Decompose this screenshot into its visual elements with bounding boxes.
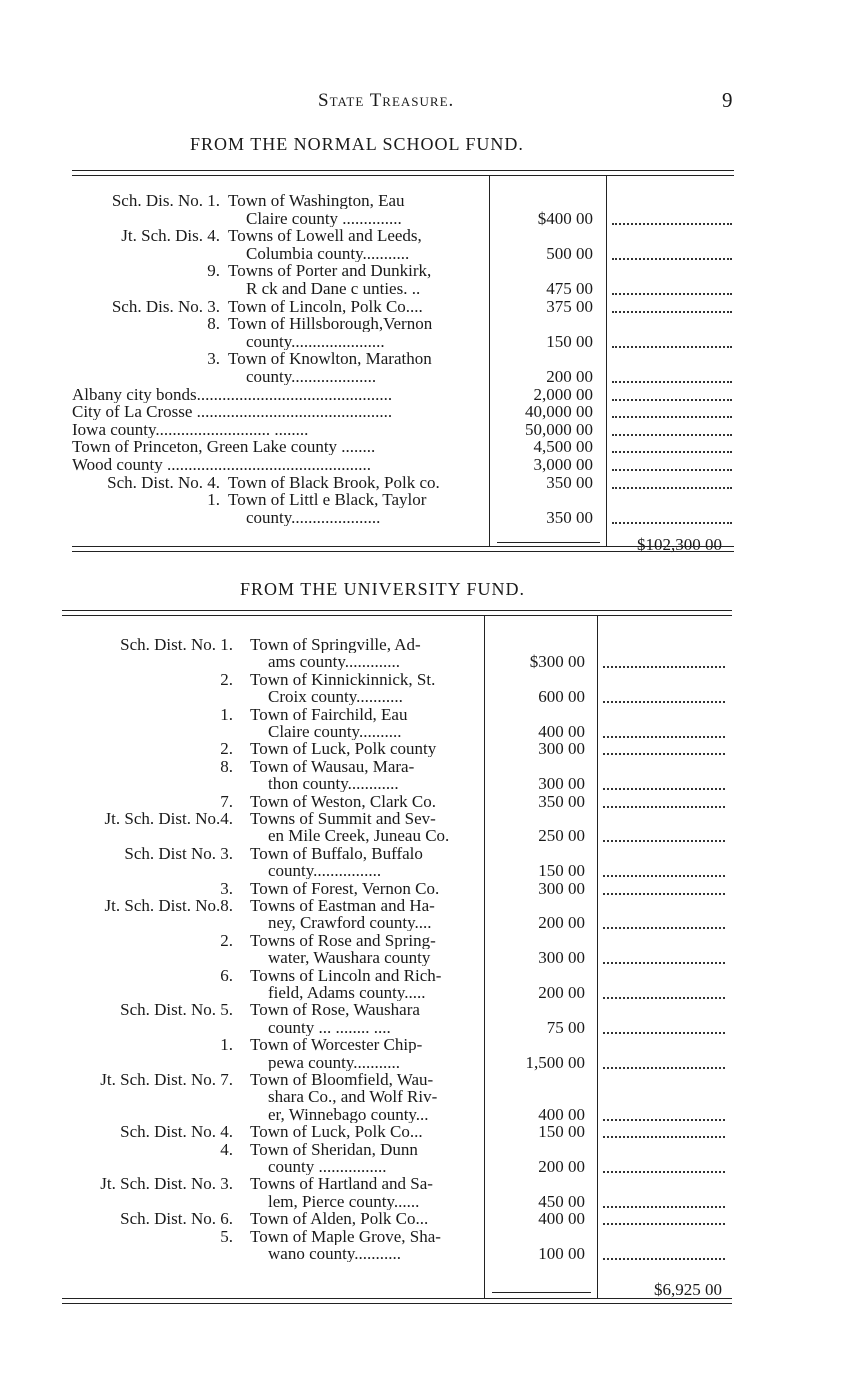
entry-text: en Mile Creek, Juneau Co. xyxy=(268,827,450,845)
entry-text: Wood county ................................................ xyxy=(72,456,371,473)
entry-text: Town of Hillsborough,Vernon xyxy=(228,315,433,333)
entry-text: Town of Princeton, Green Lake county ........ xyxy=(72,438,376,456)
amount: 300 00 xyxy=(538,739,585,759)
amount: 350 00 xyxy=(538,791,585,811)
district-label: 8. xyxy=(207,314,220,334)
bottom-rule xyxy=(72,551,734,552)
district-label: 4. xyxy=(220,1139,233,1159)
amount: 200 00 xyxy=(538,983,585,1002)
entry-text: Town of Kinnickinnick, St. xyxy=(250,670,436,688)
top-rule xyxy=(72,175,734,176)
entry-text: county ................ xyxy=(268,1158,387,1175)
leader-dots xyxy=(603,962,725,964)
district-label: 8. xyxy=(220,756,233,776)
amount: 350 00 xyxy=(546,472,593,492)
entry-text: Town of Luck, Polk county xyxy=(250,740,437,758)
leader-dots xyxy=(603,875,725,877)
entry-text: Iowa county........................... ........ xyxy=(72,420,309,438)
leader-dots xyxy=(612,293,732,295)
entry-text: Town of Springville, Ad- xyxy=(250,636,421,653)
subtotal-rule xyxy=(497,542,600,543)
leader-dots xyxy=(603,788,725,790)
amount: 600 00 xyxy=(538,687,585,707)
district-label: Sch. Dis. No. 3. xyxy=(111,296,220,316)
amount: 350 00 xyxy=(546,507,593,527)
leader-dots xyxy=(603,806,725,808)
leader-dots xyxy=(612,399,732,401)
column-divider xyxy=(597,615,598,1298)
leader-dots xyxy=(603,1171,725,1173)
amount: 50,000 00 xyxy=(525,419,593,439)
top-rule xyxy=(62,615,732,616)
top-rule xyxy=(62,610,732,611)
district-label: Jt. Sch. Dist. No.8. xyxy=(104,896,233,915)
entry-text: county.................... xyxy=(246,368,377,385)
amount: 450 00 xyxy=(538,1191,585,1211)
district-label: Sch. Dist. No. 1. xyxy=(120,635,233,654)
leader-dots xyxy=(612,451,732,453)
leader-dots xyxy=(612,258,732,260)
leader-dots xyxy=(603,927,725,929)
district-label: Jt. Sch. Dist. No. 3. xyxy=(100,1174,233,1194)
leader-dots xyxy=(603,1032,725,1034)
leader-dots xyxy=(603,1258,725,1260)
entry-text: Towns of Porter and Dunkirk, xyxy=(228,262,432,280)
amount: 475 00 xyxy=(546,279,593,298)
entry-text: Albany city bonds.............................................. xyxy=(72,385,393,403)
entry-text: Town of Bloomfield, Wau- xyxy=(250,1071,434,1088)
entry-text: Town of Sheridan, Dunn xyxy=(250,1140,418,1158)
entry-text: Towns of Hartland and Sa- xyxy=(250,1175,433,1193)
district-label: 2. xyxy=(220,930,233,950)
district-label: Sch. Dis. No. 1. xyxy=(111,191,220,210)
leader-dots xyxy=(612,311,732,313)
entry-text: R ck and Dane c unties. .. xyxy=(246,280,421,297)
amount: 200 00 xyxy=(546,367,593,386)
amount: 300 00 xyxy=(538,948,585,968)
leader-dots xyxy=(612,381,732,383)
entry-text: Town of Forest, Vernon Co. xyxy=(250,879,440,897)
leader-dots xyxy=(603,753,725,755)
leader-dots xyxy=(612,487,732,489)
amount: $400 00 xyxy=(537,208,593,228)
leader-dots xyxy=(603,840,725,842)
leader-dots xyxy=(603,1136,725,1138)
amount: 75 00 xyxy=(546,1017,585,1037)
leader-dots xyxy=(603,1067,725,1069)
entry-text: ney, Crawford county.... xyxy=(268,914,432,932)
amount: 2,000 00 xyxy=(533,384,593,404)
entry-text: Columbia county........... xyxy=(246,244,410,262)
amount: 400 00 xyxy=(538,722,585,741)
entry-text: Town of Fairchild, Eau xyxy=(250,705,408,723)
entry-text: Towns of Rose and Spring- xyxy=(250,931,436,949)
entry-text: Town of Maple Grove, Sha- xyxy=(250,1227,441,1245)
amount: 100 00 xyxy=(538,1244,585,1263)
entry-text: Town of Lincoln, Polk Co.... xyxy=(228,297,423,315)
entry-text: wano county........... xyxy=(268,1245,401,1262)
district-label: 9. xyxy=(207,261,220,281)
entry-text: Croix county........... xyxy=(268,688,403,706)
district-label: 2. xyxy=(220,669,233,689)
entry-text: Town of Alden, Polk Co... xyxy=(250,1210,429,1228)
running-title: State Treasure. xyxy=(318,90,455,111)
entry-text: Town of Luck, Polk Co... xyxy=(250,1123,423,1141)
entry-text: Towns of Lincoln and Rich- xyxy=(250,966,442,984)
entry-text: Claire county.......... xyxy=(268,723,402,740)
entry-text: Town of Rose, Waushara xyxy=(250,1001,420,1019)
entry-text: City of La Crosse .............................................. xyxy=(72,403,393,421)
district-label: Jt. Sch. Dist. No.4. xyxy=(104,809,233,828)
district-label: Jt. Sch. Dis. 4. xyxy=(121,226,220,246)
amount: 300 00 xyxy=(538,774,585,794)
district-label: Sch. Dist No. 3. xyxy=(124,843,233,863)
leader-dots xyxy=(603,893,725,895)
entry-text: Town of Washington, Eau xyxy=(228,192,405,209)
district-label: 3. xyxy=(220,878,233,898)
district-label: Sch. Dist. No. 4. xyxy=(107,472,220,492)
leader-dots xyxy=(612,522,732,524)
amount: $300 00 xyxy=(529,652,585,672)
leader-dots xyxy=(603,1206,725,1208)
entry-text: thon county............ xyxy=(268,775,399,793)
entry-text: Towns of Eastman and Ha- xyxy=(250,897,435,914)
entry-text: Town of Weston, Clark Co. xyxy=(250,792,437,810)
entry-text: ams county............. xyxy=(268,653,401,671)
entry-text: Towns of Lowell and Leeds, xyxy=(228,227,422,245)
entry-text: er, Winnebago county... xyxy=(268,1105,429,1123)
normal-fund-title: FROM THE NORMAL SCHOOL FUND. xyxy=(190,134,524,154)
entry-text: Town of Black Brook, Polk co. xyxy=(228,473,440,491)
bottom-rule xyxy=(62,1298,732,1299)
entry-text: Town of Wausau, Mara- xyxy=(250,757,415,775)
amount: 250 00 xyxy=(538,826,585,846)
entry-text: county ... ........ .... xyxy=(268,1018,391,1036)
leader-dots xyxy=(612,416,732,418)
fund-total: $6,925 00 xyxy=(654,1280,722,1299)
district-label: 1. xyxy=(220,704,233,724)
amount: 500 00 xyxy=(546,243,593,263)
district-label: 1. xyxy=(207,490,220,510)
leader-dots xyxy=(603,736,725,738)
district-label: 3. xyxy=(207,349,220,369)
district-label: Sch. Dist. No. 6. xyxy=(120,1209,233,1229)
entry-text: county...................... xyxy=(246,332,385,350)
entry-text: Towns of Summit and Sev- xyxy=(250,810,436,827)
column-divider xyxy=(606,175,607,546)
amount: 200 00 xyxy=(538,913,585,933)
leader-dots xyxy=(603,1223,725,1225)
leader-dots xyxy=(603,997,725,999)
leader-dots xyxy=(612,469,732,471)
district-label: 2. xyxy=(220,739,233,759)
column-divider xyxy=(484,615,485,1298)
leader-dots xyxy=(603,666,725,668)
leader-dots xyxy=(603,701,725,703)
district-label: 7. xyxy=(220,791,233,811)
leader-dots xyxy=(603,1119,725,1121)
amount: 150 00 xyxy=(538,861,585,881)
amount: 375 00 xyxy=(546,296,593,316)
district-label: 6. xyxy=(220,965,233,985)
column-divider xyxy=(489,175,490,546)
entry-text: county................ xyxy=(268,862,382,880)
top-rule xyxy=(72,170,734,171)
amount: 1,500 00 xyxy=(525,1052,585,1072)
bottom-rule xyxy=(62,1303,732,1304)
entry-text: county..................... xyxy=(246,508,381,526)
amount: 3,000 00 xyxy=(533,455,593,474)
leader-dots xyxy=(612,346,732,348)
amount: 400 00 xyxy=(538,1104,585,1124)
district-label: Jt. Sch. Dist. No. 7. xyxy=(100,1070,233,1089)
district-label: Sch. Dist. No. 4. xyxy=(120,1122,233,1142)
entry-text: lem, Pierce county...... xyxy=(268,1192,420,1210)
amount: 200 00 xyxy=(538,1157,585,1176)
district-label: Sch. Dist. No. 5. xyxy=(120,1000,233,1020)
entry-text: shara Co., and Wolf Riv- xyxy=(268,1088,438,1106)
amount: 300 00 xyxy=(538,878,585,898)
entry-text: Claire county .............. xyxy=(246,209,402,227)
entry-text: Town of Buffalo, Buffalo xyxy=(250,844,423,862)
fund-total: $102,300 00 xyxy=(637,535,722,554)
entry-text: Town of Littl e Black, Taylor xyxy=(228,491,427,509)
entry-text: pewa county........... xyxy=(268,1053,401,1071)
district-label: 5. xyxy=(220,1226,233,1246)
amount: 4,500 00 xyxy=(533,437,593,457)
amount: 150 00 xyxy=(538,1122,585,1142)
amount: 40,000 00 xyxy=(525,402,593,422)
leader-dots xyxy=(612,223,732,225)
university-fund-title: FROM THE UNIVERSITY FUND. xyxy=(240,579,526,599)
subtotal-rule xyxy=(492,1292,591,1293)
entry-text: field, Adams county..... xyxy=(268,984,426,1001)
entry-text: Town of Knowlton, Marathon xyxy=(228,350,432,368)
entry-text: Town of Worcester Chip- xyxy=(250,1036,423,1054)
amount: 150 00 xyxy=(546,331,593,351)
bottom-rule xyxy=(72,546,734,547)
amount: 400 00 xyxy=(538,1209,585,1229)
entry-text: water, Waushara county xyxy=(268,949,431,967)
page-number: 9 xyxy=(722,88,733,112)
leader-dots xyxy=(612,434,732,436)
district-label: 1. xyxy=(220,1035,233,1055)
